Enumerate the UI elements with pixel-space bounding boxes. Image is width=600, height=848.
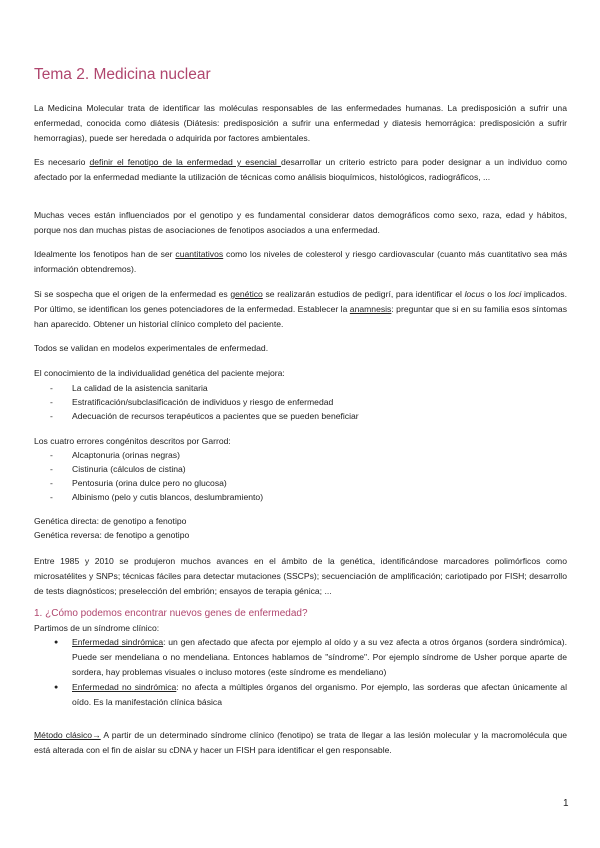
individuality-list — [34, 381, 359, 423]
section-heading: 1. ¿Cómo podemos encontrar nuevos genes de enfermedad? — [34, 608, 308, 619]
list-item: - Cistinuria (cálculos de cistina) — [34, 462, 263, 476]
page-title: Tema 2. Medicina nuclear — [34, 66, 211, 83]
list-item: - Alcaptonuria (orinas negras) — [34, 448, 263, 462]
list-item: ● Enfermedad no sindrómica: no afecta a múltiples órganos del organismo. Por ejemplo, las sorderas que afectan únicamente al oído. Es la manifestación clínica básica — [34, 680, 567, 710]
phenotype-paragraph: Es necesario definir el fenotipo de la enfermedad y esencial desarrollar un criterio estricto para poder designar a un individuo como afectado por la enfermedad mediante la utilización de técnicas como análisis bioquímicos, histológicos, radiográficos, ... — [34, 157, 568, 182]
history-paragraph: Entre 1985 y 2010 se produjeron muchos avances en el ámbito de la genética, identificándose marcadores polimórficos como microsatélites y SNPs; técnicas fáciles para detectar mutaciones (SSCPs); secuenciación de amplificación; cariotipado por FISH; desarrollo de tests diagnósticos; preselección del embrión; ensayos de terapia génica; ... — [34, 556, 567, 596]
list-item: - La calidad de la asistencia sanitaria — [34, 381, 359, 395]
reverse-genetics: Genética reversa: de fenotipo a genotipo — [34, 530, 190, 540]
list-item: - Pentosuria (orina dulce pero no glucosa) — [34, 476, 263, 490]
genotype-paragraph: Muchas veces están influenciados por el genotipo y es fundamental considerar datos demográficos como sexo, raza, edad y hábitos, porque nos dan muchas pistas de asociaciones de fenotipos asociados a una enfermedad. — [34, 210, 567, 235]
validation-paragraph: Todos se validan en modelos experimentales de enfermedad. — [34, 343, 269, 353]
list-item: - Albinismo (pelo y cutis blancos, deslumbramiento) — [34, 490, 263, 504]
genetic-origin-paragraph: Si se sospecha que el origen de la enfermedad es genético se realizarán estudios de pedigrí, para identificar el locus o los loci implicados. Por último, se identifican los genes potenciadores de la enfermedad. Establecer la anamnesis: preguntar que si en su familia esos síntomas han aparecido. Obtener un historial clínico completo del paciente. — [34, 289, 567, 329]
garrod-paragraph: Los cuatro errores congénitos descritos por Garrod: — [34, 436, 231, 446]
clinical-syndrome-paragraph: Partimos de un síndrome clínico: — [34, 623, 160, 633]
garrod-list — [34, 448, 263, 504]
direct-genetics: Genética directa: de genotipo a fenotipo — [34, 516, 187, 526]
syndrome-list — [34, 635, 567, 710]
individuality-paragraph: El conocimiento de la individualidad genética del paciente mejora: — [34, 368, 285, 378]
page-number: 1 — [563, 798, 569, 809]
list-item: - Estratificación/subclasificación de individuos y riesgo de enfermedad — [34, 395, 359, 409]
list-item: ● Enfermedad sindrómica: un gen afectado que afecta por ejemplo al oído y a su vez afecta a otros órganos (sordera sindrómica). Puede ser mendeliana o no mendeliana. Entonces hablamos de "síndrome". Por ejemplo síndrome de Usher porque aparte de sordera, hay problemas visuales o incluso motores (este síndrome es mendeliano) — [34, 635, 567, 680]
classic-method-paragraph: Método clásico→ A partir de un determinado síndrome clínico (fenotipo) se trata de llegar a las lesión molecular y la macromolécula que está alterada con el fin de aislar su cDNA y hacer un FISH para identificar el gen responsable. — [34, 730, 568, 755]
list-item: - Adecuación de recursos terapéuticos a pacientes que se pueden beneficiar — [34, 409, 359, 423]
quantitative-paragraph: Idealmente los fenotipos han de ser cuantitativos como los niveles de colesterol y riesgo cardiovascular (cuanto más cuantitativo sea más información obtendremos). — [34, 249, 568, 274]
intro-paragraph: La Medicina Molecular trata de identificar las moléculas responsables de las enfermedades humanas. La predisposición a sufrir una enfermedad, conocida como diátesis (Diátesis: predisposición a sufrir una enfermedad y diatesis hemorrágica: predisposición a sufrir hemorragias), puede ser heredada o adquirida por factores ambientales. — [34, 103, 567, 143]
